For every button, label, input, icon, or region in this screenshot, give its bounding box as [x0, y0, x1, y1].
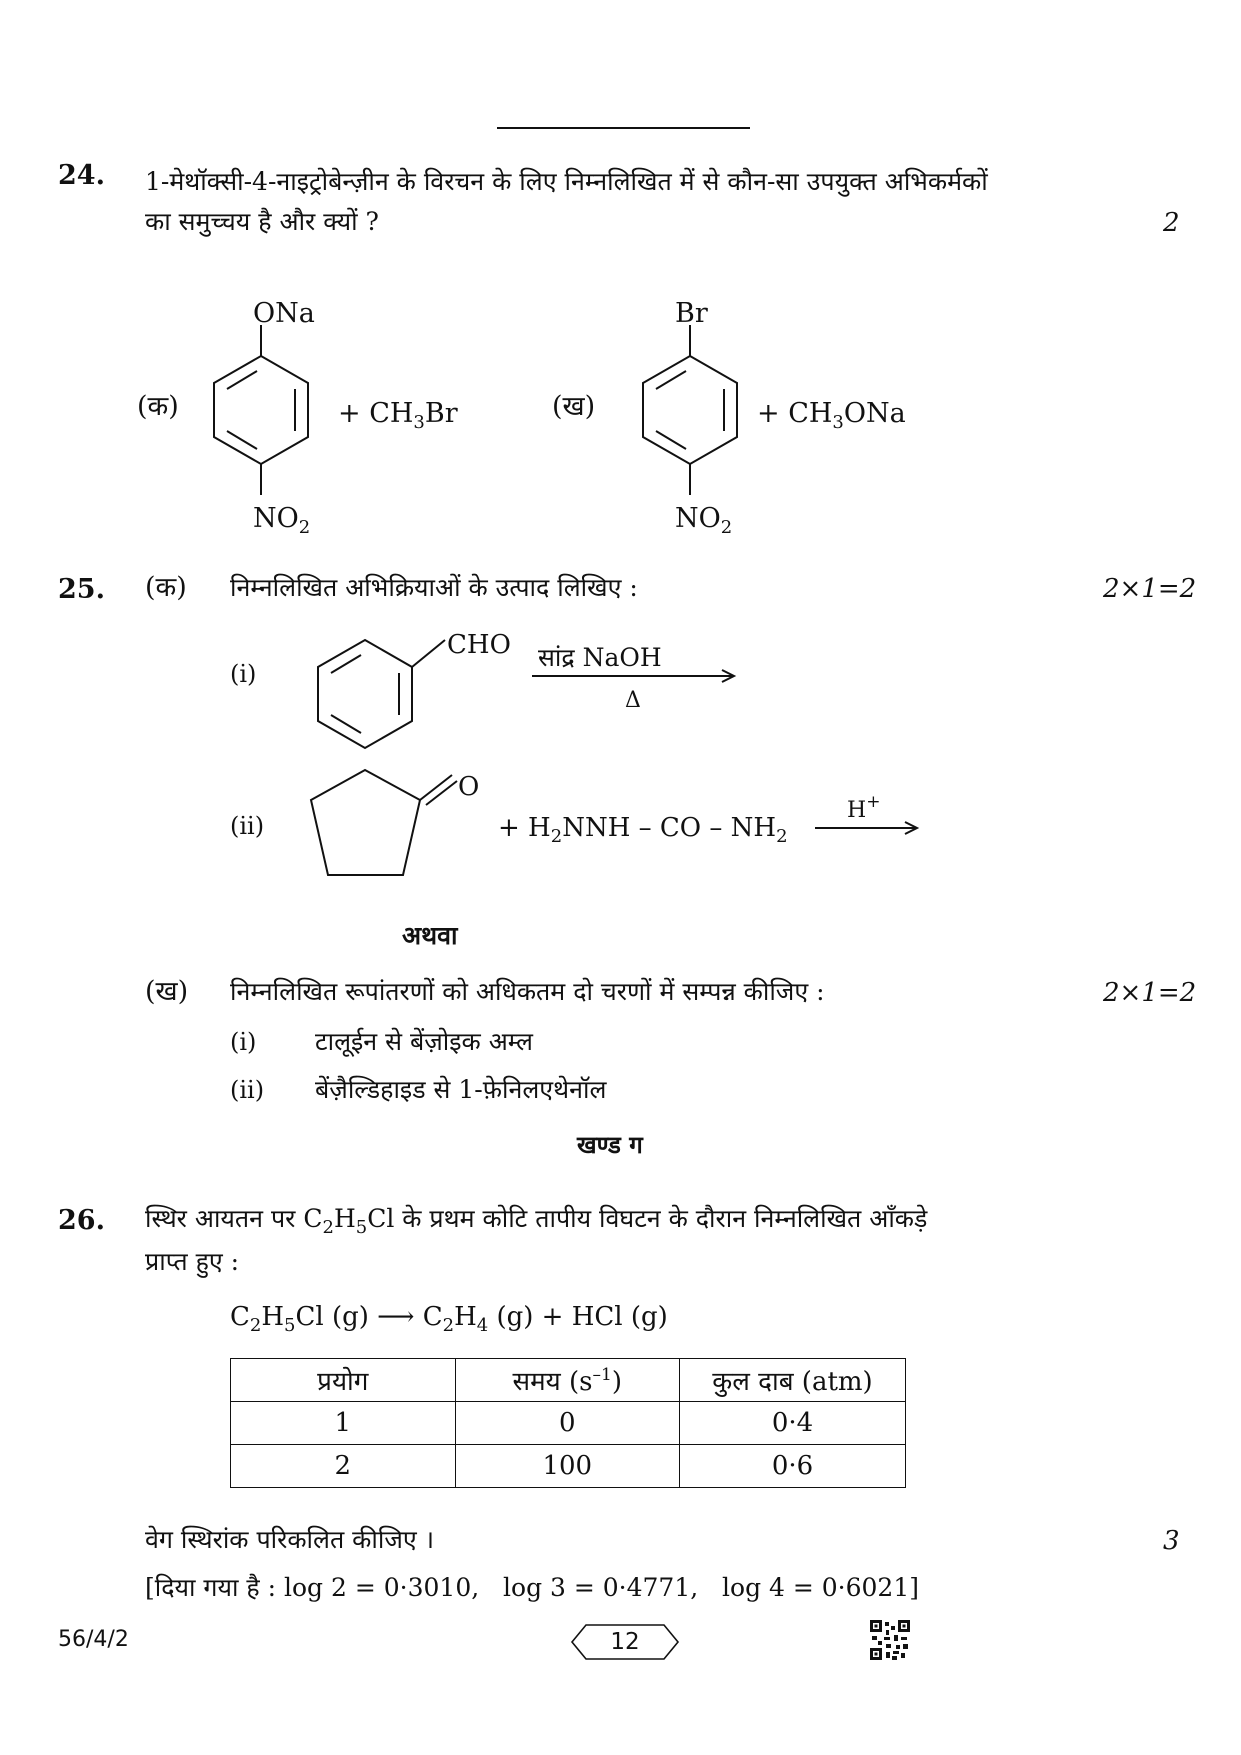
question-25-number: 25. [58, 574, 105, 605]
table-header-row [231, 1359, 906, 1402]
reaction-2-condition: H+ [847, 792, 881, 823]
top-rule [497, 127, 750, 129]
reaction-1-benzaldehyde-ring [310, 625, 450, 760]
option-b-label: (ख) [552, 391, 596, 422]
reaction-2-oxygen: O [458, 772, 480, 802]
option-b-top-substituent: Br [675, 298, 708, 329]
reaction-1-label: (i) [230, 660, 257, 688]
option-b-bottom-substituent: $NO_2$ [675, 503, 733, 538]
option-b-benzene-ring [634, 325, 744, 495]
reaction-1-cho-group: CHO [447, 630, 511, 660]
or-separator: अथवा [402, 921, 458, 950]
option-b-reagent: + $CH_3ONa$ [757, 398, 906, 433]
question-25-part-b-text: निम्नलिखित रूपांतरणों को अधिकतम दो चरणों में सम्पन्न कीजिए : [230, 977, 825, 1006]
question-25-part-b-label: (ख) [145, 976, 189, 1007]
table-header-pressure: कुल दाब (atm) [680, 1359, 906, 1402]
table-cell: 2 [231, 1445, 456, 1488]
question-26-equation: $C_2H_5Cl$ (g) ⟶ $C_2H_4$ (g) + HCl (g) [230, 1302, 668, 1336]
reaction-1-condition: Δ [625, 688, 641, 713]
table-cell: 0 [455, 1402, 679, 1445]
option-a-bottom-substituent: $NO_2$ [253, 503, 311, 538]
conversion-2-text: बेंज़ैल्डिहाइड से 1-फ़ेनिलएथेनॉल [315, 1075, 607, 1104]
reaction-2-arrow [815, 820, 921, 836]
reaction-2-label: (ii) [230, 812, 265, 840]
table-cell: 1 [231, 1402, 456, 1445]
conversion-2-label: (ii) [230, 1076, 265, 1104]
page-number: 12 [610, 1629, 640, 1655]
option-a-top-substituent: ONa [253, 298, 315, 329]
table-row [231, 1402, 906, 1445]
conversion-1-label: (i) [230, 1028, 257, 1056]
question-24-text-line1: 1-मेथॉक्सी-4-नाइट्रोबेन्ज़ीन के विरचन के लिए निम्नलिखित में से कौन-सा उपयुक्त अभिकर्मकों [145, 167, 988, 196]
table-cell: 100 [455, 1445, 679, 1488]
table-header-time: समय $(s^{-1})$ [455, 1359, 679, 1402]
question-25-part-a-marks: 2×1=2 [1103, 574, 1197, 604]
question-26-text-line1: स्थिर आयतन पर $C_2H_5Cl$ के प्रथम कोटि तापीय विघटन के दौरान निम्नलिखित आँकड़े [145, 1204, 928, 1238]
table-header-experiment: प्रयोग [231, 1359, 456, 1402]
table-cell: 0·4 [680, 1402, 906, 1445]
question-26-text-line2: प्राप्त हुए : [145, 1247, 240, 1276]
question-26-number: 26. [58, 1205, 105, 1236]
question-24-text-line2: का समुच्चय है और क्यों ? [145, 207, 379, 236]
question-25-part-a-label: (क) [145, 572, 187, 603]
option-a-label: (क) [137, 391, 179, 422]
table-cell: 0·6 [680, 1445, 906, 1488]
question-26-marks: 3 [1163, 1526, 1180, 1556]
option-a-reagent: + $CH_3Br$ [338, 398, 458, 433]
table-row [231, 1445, 906, 1488]
page-number-box [570, 1624, 680, 1660]
qr-code-icon [870, 1620, 910, 1660]
question-24-number: 24. [58, 160, 105, 191]
option-a-benzene-ring [205, 325, 315, 495]
conversion-1-text: टालूईन से बेंज़ोइक अम्ल [315, 1027, 533, 1056]
question-26-instruction: वेग स्थिरांक परिकलित कीजिए । [145, 1525, 435, 1554]
reaction-2-reagent: + $H_2NNH$ – CO – $NH_2$ [498, 813, 788, 847]
paper-code: 56/4/2 [58, 1627, 129, 1652]
reaction-1-arrow [532, 668, 738, 684]
section-title: खण्ड ग [577, 1130, 643, 1159]
question-24-marks: 2 [1163, 208, 1180, 238]
question-25-part-b-marks: 2×1=2 [1103, 978, 1197, 1008]
question-26-data-table [230, 1358, 906, 1488]
question-26-given-values: [दिया गया है : log 2 = 0·3010, log 3 = 0·4771, log 4 = 0·6021] [145, 1573, 919, 1602]
reaction-1-reagent: सांद्र NaOH [538, 643, 662, 672]
question-25-part-a-text: निम्नलिखित अभिक्रियाओं के उत्पाद लिखिए : [230, 573, 638, 602]
reaction-2-cyclopentanone-ring [300, 760, 470, 885]
